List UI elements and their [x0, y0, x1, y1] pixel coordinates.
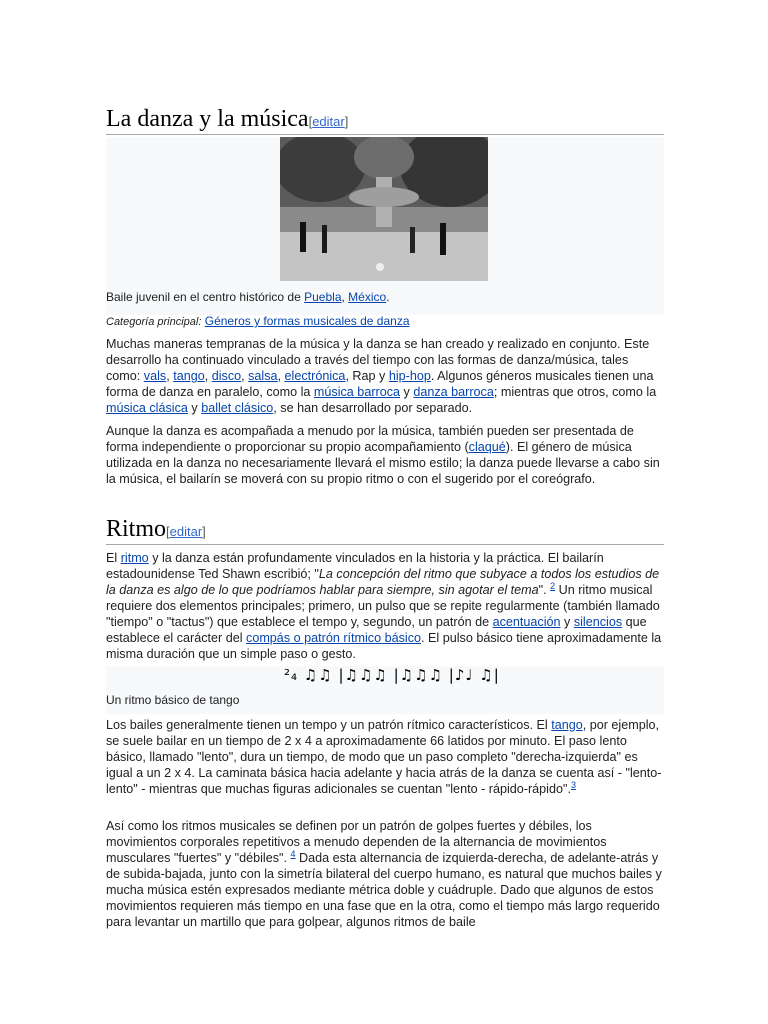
link-hiphop[interactable]: hip-hop: [388, 369, 431, 383]
link-ballet-clasico[interactable]: ballet clásico: [201, 401, 274, 415]
quote-ted-shawn: La concepción del ritmo que subyace a todos los estudios de la danza es algo de lo que podríamos hablar para siempre, sin agotar el tema: [106, 567, 660, 597]
paragraph-ritmo: El ritmo y la danza están profundamente vinculados en la historia y la práctica. El bailarín estadounidense Ted Shawn escribió; "La concepción del ritmo que subyace a todos los estudios de la danza es algo de lo que podríamos hablar para siempre, sin agotar el tema". $^2$ Un ritmo musical requiere dos elementos principales; primero, un pulso que se repite regularmente (también llamado "tiempo" o "tactus") que establece el tempo y, segundo, un patrón de acentuación y silencios que establece el carácter del compás o patrón rítmico básico. El pulso básico tiene aproximadamente la misma duración que un simple paso o gesto.: [106, 551, 662, 661]
main-category-note: [106, 314, 664, 328]
link-musica-clasica[interactable]: música clásica: [106, 401, 188, 415]
link-mexico[interactable]: México: [348, 290, 387, 304]
link-disco[interactable]: disco: [211, 369, 242, 383]
paragraph-movimientos: Así como los ritmos musicales se definen por un patrón de golpes fuertes y débiles, los movimientos corporales repetitivos a menudo dependen de la alternancia de movimientos musculares "fuertes" y "débiles". $^4$ Dada esta alternancia de izquierda-derecha, de adelante-atrás y de subida-bajada, junto con la simetría bilateral del cuerpo humano, es natural que muchos bailes y mucha música estén expresados mediante métrica doble y cuádruple. Dado que algunos de estos movimientos requieren más tiempo en una fase que en la otra, como el tiempo más largo requerido para levantar un martillo que para golpear, algunos ritmos de baile: [106, 819, 662, 929]
link-ritmo[interactable]: ritmo: [120, 551, 149, 565]
link-salsa[interactable]: salsa: [248, 369, 278, 383]
edit-link[interactable]: editar: [312, 114, 345, 129]
figure-caption: Un ritmo básico de tango: [106, 693, 240, 707]
link-tango-2[interactable]: tango: [551, 718, 583, 732]
heading-text: La danza y la música: [106, 106, 309, 132]
link-generos-formas[interactable]: Géneros y formas musicales de danza: [204, 314, 410, 328]
paragraph-tempo: Los bailes generalmente tienen un tempo y un patrón rítmico característicos. El tango, por ejemplo, se suele bailar en un tiempo de 2 x 4 a aproximadamente 66 latidos por minuto. El paso lento básico, llamado "lento", dura un tiempo, de modo que un paso completo "derecha-izquierda" es igual a un 2 x 4. La caminata básica hacia adelante y hacia atrás de la danza se cuenta así - "lento-lento" - mientras que muchas figuras adicionales se cuentan "lento - rápido-rápido".$^3$: [106, 718, 662, 796]
figure-tango-rhythm: [106, 666, 664, 714]
edit-link-wrapper: [editar]: [166, 524, 206, 539]
figure-caption: Baile juvenil en el centro histórico de Puebla, México.: [106, 290, 390, 304]
reference-4[interactable]: 4: [290, 848, 296, 859]
link-puebla[interactable]: Puebla: [304, 290, 342, 304]
figure-plaza: [106, 137, 664, 315]
link-electronica[interactable]: electrónica: [284, 369, 346, 383]
music-notation[interactable]: ²₄ ♫♫ |♫♫♫ |♫♫♫ |♪♩ ♫|: [284, 666, 500, 684]
photo-plaza-fountain[interactable]: [280, 137, 488, 281]
link-silencios[interactable]: silencios: [573, 615, 623, 629]
section-heading-ritmo: [106, 516, 664, 545]
edit-link-wrapper: [editar]: [308, 114, 349, 129]
link-danza-barroca[interactable]: danza barroca: [413, 385, 494, 399]
reference-3[interactable]: 3: [570, 779, 576, 790]
paragraph-acompanamiento: Aunque la danza es acompañada a menudo por la música, también pueden ser presentada de forma independiente o proporcionar su propio acompañamiento (claqué). El género de música utilizada en la danza no necesariamente llevará el mismo estilo; la danza puede llevarse a cabo sin la música, el bailarín se moverá con su propio ritmo o con el sugerido por el coreógrafo.: [106, 424, 660, 486]
link-musica-barroca[interactable]: música barroca: [313, 385, 401, 399]
link-vals[interactable]: vals: [143, 369, 167, 383]
link-acentuacion[interactable]: acentuación: [492, 615, 561, 629]
section-heading-danza-musica: [106, 106, 664, 135]
link-compas[interactable]: compás o patrón rítmico básico: [246, 631, 422, 645]
edit-link[interactable]: editar: [169, 524, 203, 539]
link-tango[interactable]: tango: [173, 369, 205, 383]
main-category-label: Categoría principal:: [106, 316, 202, 328]
reference-2[interactable]: 2: [550, 580, 556, 591]
paragraph-intro: Muchas maneras tempranas de la música y la danza se han creado y realizado en conjunto. Este desarrollo ha continuado vinculado a través del tiempo con las formas de danza/música, tales como: vals, tango, disco, salsa, electrónica, Rap y hip-hop. Algunos géneros musicales tienen una forma de danza en paralelo, como la música barroca y danza barroca; mientras que otros, como la música clásica y ballet clásico, se han desarrollado por separado.: [106, 337, 657, 415]
heading-text: Ritmo: [106, 516, 167, 542]
link-claque[interactable]: claqué: [468, 440, 506, 454]
